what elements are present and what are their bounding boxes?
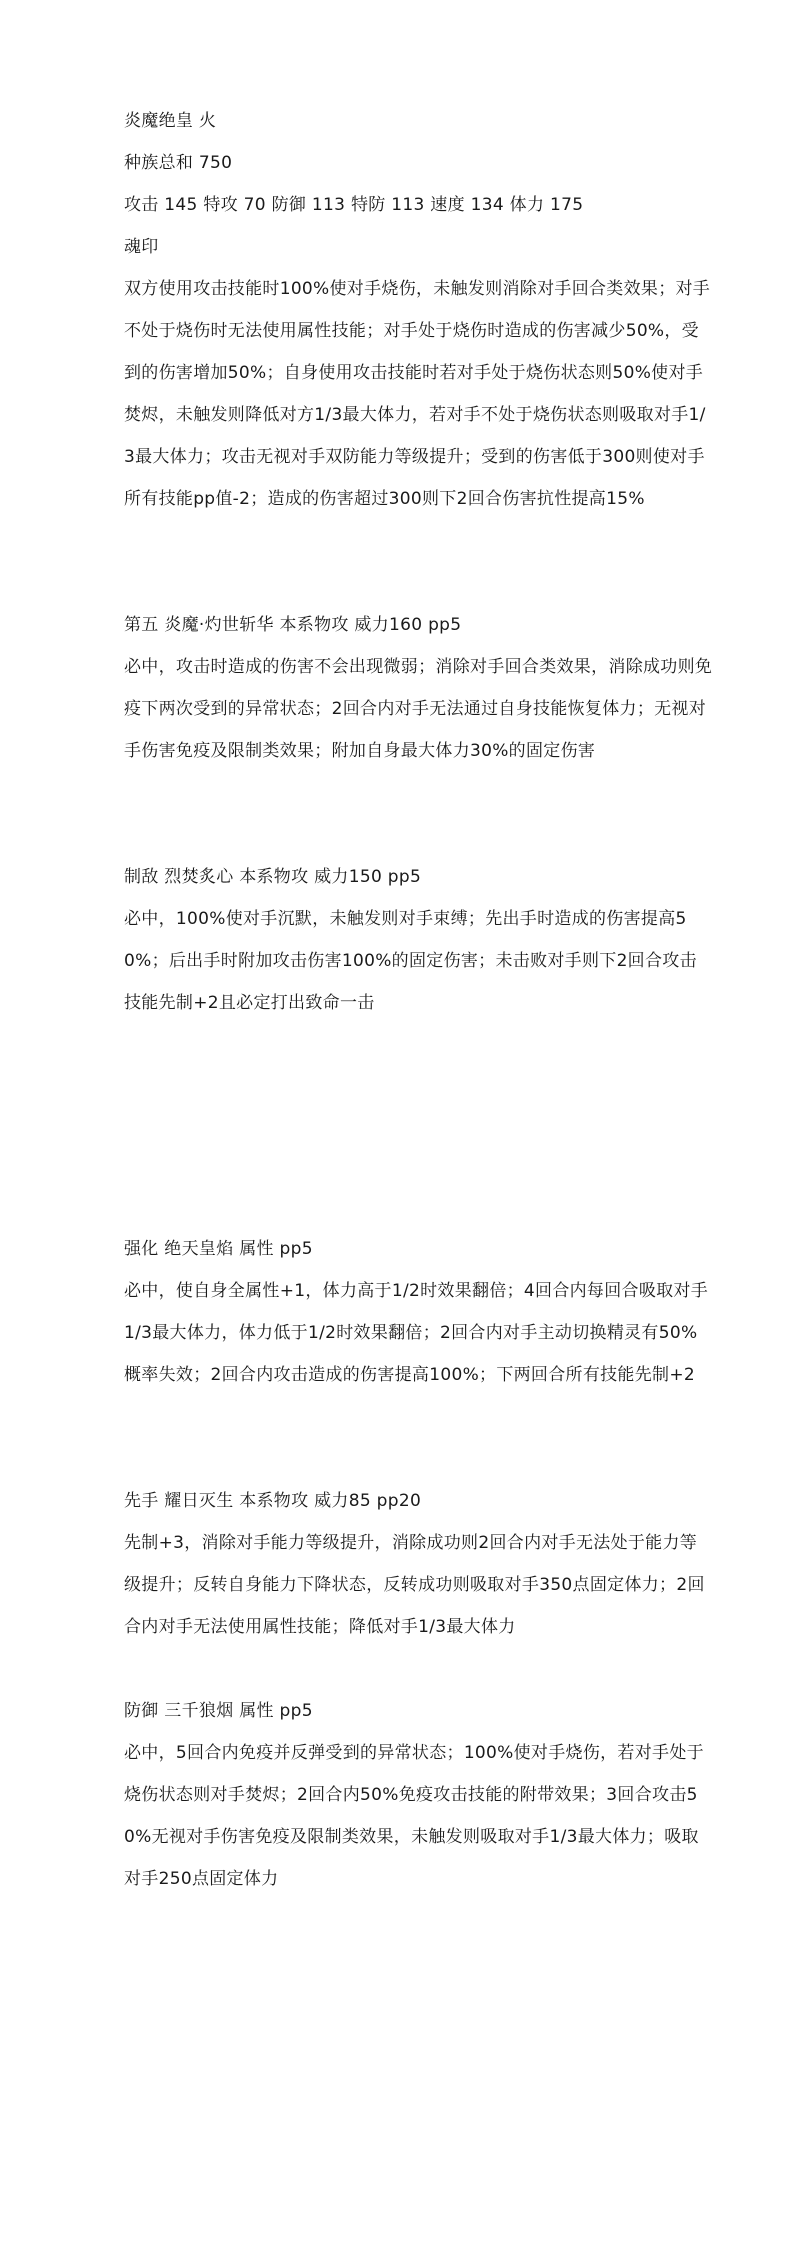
soul-mark-title: 魂印 xyxy=(124,237,159,257)
skill-description: 必中，使自身全属性+1，体力高于1/2时效果翻倍；4回合内每回合吸取对手1/3最大体力，体力低于1/2时效果翻倍；2回合内对手主动切换精灵有50%概率失效；2回合内攻击造成的伤害提高100%；下两回合所有技能先制+2 xyxy=(124,1281,709,1385)
skill-description: 必中，5回合内免疫并反弹受到的异常状态；100%使对手烧伤，若对手处于烧伤状态则对手焚烬；2回合内50%免疫攻击技能的附带效果；3回合攻击50%无视对手伤害免疫及限制类效果，未触发则吸取对手1/3最大体力；吸取对手250点固定体力 xyxy=(124,1743,704,1889)
skill-header: 制敌 烈焚炙心 本系物攻 威力150 pp5 xyxy=(124,867,422,887)
skill-header: 防御 三千狼烟 属性 pp5 xyxy=(124,1701,313,1721)
profile-block xyxy=(124,100,714,520)
stats-line: 攻击 145 特攻 70 防御 113 特防 113 速度 134 体力 175 xyxy=(124,195,584,215)
skill-block-enhance xyxy=(124,1228,714,1396)
skill-block-defense xyxy=(124,1690,714,1900)
skill-block-fifth xyxy=(124,604,714,772)
skill-description: 先制+3，消除对手能力等级提升，消除成功则2回合内对手无法处于能力等级提升；反转自身能力下降状态，反转成功则吸取对手350点固定体力；2回合内对手无法使用属性技能；降低对手1/3最大体力 xyxy=(124,1533,705,1637)
skill-block-priority xyxy=(124,1480,714,1648)
race-total-line: 种族总和 750 xyxy=(124,153,233,173)
pet-name-line: 炎魔绝皇 火 xyxy=(124,111,217,131)
skill-description: 必中，100%使对手沉默，未触发则对手束缚；先出手时造成的伤害提高50%；后出手时附加攻击伤害100%的固定伤害；未击败对手则下2回合攻击技能先制+2且必定打出致命一击 xyxy=(124,909,697,1013)
skill-header: 强化 绝天皇焰 属性 pp5 xyxy=(124,1239,313,1259)
skill-header: 先手 耀日灭生 本系物攻 威力85 pp20 xyxy=(124,1491,422,1511)
skill-description: 必中，攻击时造成的伤害不会出现微弱；消除对手回合类效果，消除成功则免疫下两次受到的异常状态；2回合内对手无法通过自身技能恢复体力；无视对手伤害免疫及限制类效果；附加自身最大体力30%的固定伤害 xyxy=(124,657,713,761)
skill-header: 第五 炎魔·灼世斩华 本系物攻 威力160 pp5 xyxy=(124,615,462,635)
soul-mark-text: 双方使用攻击技能时100%使对手烧伤，未触发则消除对手回合类效果；对手不处于烧伤时无法使用属性技能；对手处于烧伤时造成的伤害减少50%，受到的伤害增加50%；自身使用攻击技能时若对手处于烧伤状态则50%使对手焚烬，未触发则降低对方1/3最大体力，若对手不处于烧伤状态则吸取对手1/3最大体力；攻击无视对手双防能力等级提升；受到的伤害低于300则使对手所有技能pp值-2；造成的伤害超过300则下2回合伤害抗性提高15% xyxy=(124,279,711,509)
skill-block-subdue xyxy=(124,856,714,1024)
